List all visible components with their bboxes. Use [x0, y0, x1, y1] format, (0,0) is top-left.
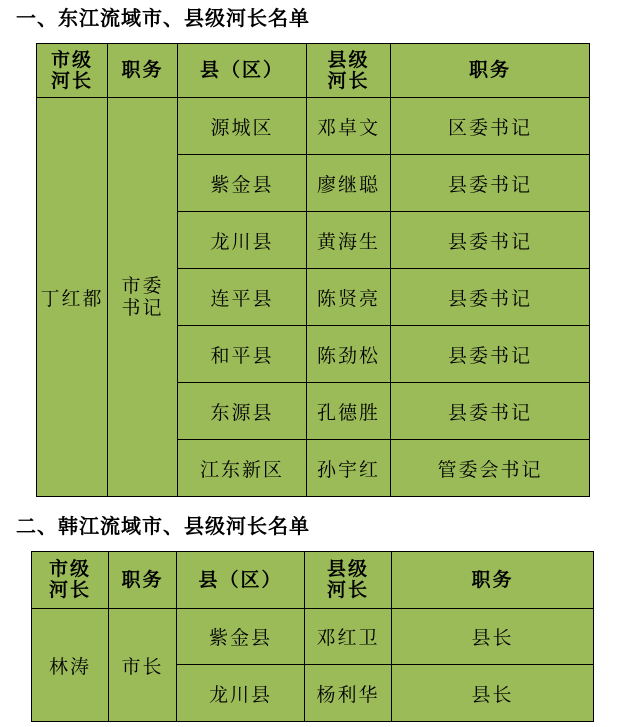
county-cell: 紫金县 — [178, 155, 307, 212]
header-county-position: 职务 — [392, 552, 594, 609]
county-cell: 龙川县 — [178, 212, 307, 269]
county-position-cell: 县委书记 — [391, 326, 590, 383]
county-position-cell: 县长 — [392, 665, 594, 722]
header-county: 县（区） — [178, 44, 307, 98]
county-cell: 江东新区 — [178, 440, 307, 497]
county-chief-cell: 邓卓文 — [307, 98, 391, 155]
county-chief-cell: 陈劲松 — [307, 326, 391, 383]
header-city-chief: 市级 河长 — [32, 552, 109, 609]
header-county-position: 职务 — [391, 44, 590, 98]
county-position-cell: 县委书记 — [391, 269, 590, 326]
county-position-cell: 管委会书记 — [391, 440, 590, 497]
county-position-cell: 县委书记 — [391, 212, 590, 269]
city-chief-name: 丁红都 — [37, 98, 108, 497]
city-chief-position: 市委 书记 — [108, 98, 178, 497]
header-position: 职务 — [109, 552, 177, 609]
county-chief-cell: 邓红卫 — [305, 609, 392, 665]
county-chief-cell: 廖继聪 — [307, 155, 391, 212]
county-chief-cell: 黄海生 — [307, 212, 391, 269]
section2-table — [31, 551, 594, 722]
county-chief-cell: 孙宇红 — [307, 440, 391, 497]
header-city-chief: 市级 河长 — [37, 44, 108, 98]
county-cell: 源城区 — [178, 98, 307, 155]
county-chief-cell: 陈贤亮 — [307, 269, 391, 326]
county-position-cell: 县委书记 — [391, 155, 590, 212]
table-header-row — [37, 44, 590, 98]
header-county: 县（区） — [177, 552, 305, 609]
city-chief-name: 林涛 — [32, 609, 109, 722]
header-position: 职务 — [108, 44, 178, 98]
section2-heading: 二、韩江流域市、县级河长名单 — [16, 514, 310, 538]
county-cell: 紫金县 — [177, 609, 305, 665]
county-chief-cell: 孔德胜 — [307, 383, 391, 440]
county-cell: 龙川县 — [177, 665, 305, 722]
table-header-row — [32, 552, 594, 609]
county-cell: 东源县 — [178, 383, 307, 440]
county-chief-cell: 杨利华 — [305, 665, 392, 722]
table-row — [32, 609, 594, 665]
table-row — [37, 98, 590, 155]
county-cell: 连平县 — [178, 269, 307, 326]
section1-heading: 一、东江流域市、县级河长名单 — [16, 6, 310, 30]
county-position-cell: 县长 — [392, 609, 594, 665]
county-position-cell: 县委书记 — [391, 383, 590, 440]
county-cell: 和平县 — [178, 326, 307, 383]
header-county-chief: 县级 河长 — [305, 552, 392, 609]
header-county-chief: 县级 河长 — [307, 44, 391, 98]
county-position-cell: 区委书记 — [391, 98, 590, 155]
section1-table — [36, 43, 590, 497]
city-chief-position: 市长 — [109, 609, 177, 722]
